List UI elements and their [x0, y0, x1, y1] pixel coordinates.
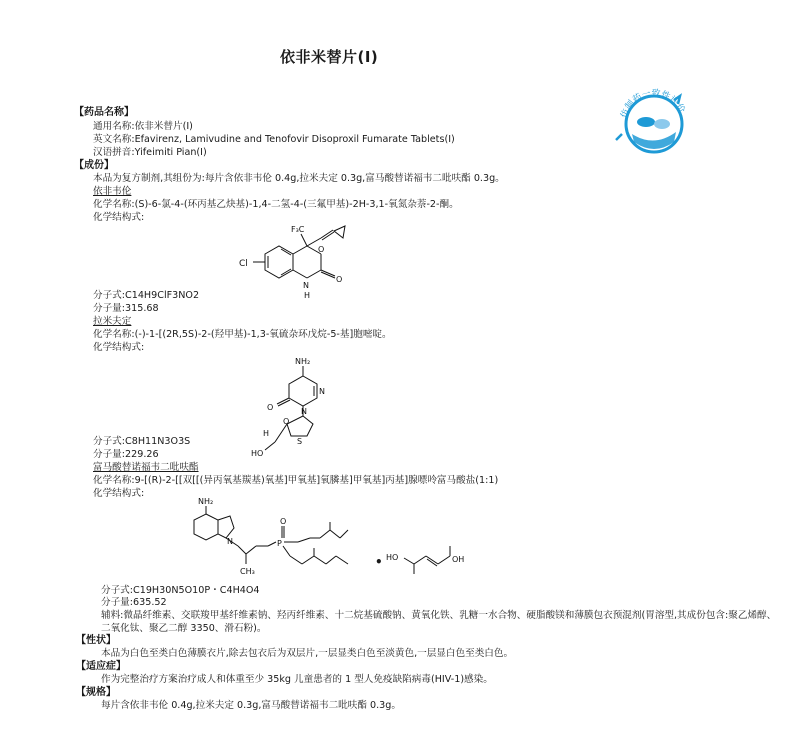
spec-text: 每片含依非韦伦 0.4g,拉米夫定 0.3g,富马酸替诺福韦二吡呋酯 0.3g。 [101, 700, 401, 711]
tdf-o-label: O [280, 517, 287, 526]
mw-label: 分子量: [93, 303, 126, 314]
pinyin-label: 汉语拼音: [93, 147, 135, 158]
lam-s-label: S [297, 437, 303, 446]
formula-lamivudine: C8H11N3O3S [125, 436, 191, 447]
component-name-lamivudine: 拉米夫定 [93, 316, 132, 327]
lam-o2-label: O [283, 417, 290, 426]
excipients-label: 辅料: [101, 610, 124, 621]
mw-row-lamivudine [93, 449, 159, 461]
lam-nh2-label: NH₂ [295, 357, 311, 366]
document-title: 依非米替片(Ⅰ) [280, 48, 379, 66]
chem-name-label: 化学名称: [93, 199, 135, 210]
tdf-nh2-label: NH₂ [198, 497, 214, 506]
mw-efavirenz: 315.68 [125, 303, 159, 314]
tdf-n-label: N [227, 537, 233, 546]
section-spec: 【规格】 [76, 687, 116, 698]
formula-label: 分子式: [93, 436, 126, 447]
efv-cl-label: Cl [239, 259, 248, 269]
fumaric-acid-structure [386, 536, 476, 576]
efv-n-label: N [303, 281, 309, 290]
lam-n1-label: N [319, 387, 325, 396]
tenofovir-structure [180, 494, 380, 584]
chem-name-row-efavirenz [93, 199, 459, 211]
formula-label: 分子式: [93, 290, 126, 301]
chem-name-row-tenofovir [93, 475, 498, 487]
mw-label: 分子量: [93, 449, 126, 460]
lam-oh-label: HO [251, 449, 264, 458]
pinyin-name: Yifeimiti Pian(Ⅰ) [134, 147, 207, 158]
salt-separator-dot: • [375, 555, 383, 569]
chem-struct-label: 化学结构式: [93, 342, 145, 353]
section-indication: 【适应症】 [76, 661, 126, 672]
chem-name-label: 化学名称: [93, 329, 135, 340]
generic-name: 依非米替片(Ⅰ) [134, 121, 193, 132]
formula-label: 分子式: [101, 585, 134, 596]
chem-struct-label: 化学结构式: [93, 212, 145, 223]
formula-efavirenz: C14H9ClF3NO2 [125, 290, 200, 301]
fum-oh-label: OH [452, 555, 465, 564]
mw-row-efavirenz [93, 303, 159, 315]
excipients-text: 微晶纤维素、交联羧甲基纤维素钠、羟丙纤维素、十二烷基硫酸钠、黄氧化铁、乳糖一水合物、硬脂酸镁和薄膜包衣预混剂(胃溶型,其成份包含:聚乙烯醇、二氧化钛、聚乙二醇 3350、滑石粉)。 [101, 610, 777, 634]
section-character: 【性状】 [76, 635, 116, 646]
component-name-tenofovir: 富马酸替诺福韦二吡呋酯 [93, 462, 199, 473]
efv-h-label: H [304, 291, 311, 300]
chem-name-label: 化学名称: [93, 475, 135, 486]
lam-n2-label: N [301, 407, 307, 416]
generic-name-label: 通用名称: [93, 121, 135, 132]
mw-lamivudine: 229.26 [125, 449, 159, 460]
section-drug-name: 【药品名称】 [74, 107, 134, 118]
mw-tenofovir: 635.52 [133, 597, 167, 608]
chem-name-lamivudine: (-)-1-[(2R,5S)-2-(羟甲基)-1,3-氧硫杂环戊烷-5-基]胞嘧啶。 [134, 329, 392, 340]
generic-name-row [93, 121, 193, 133]
lamivudine-structure [245, 352, 345, 462]
consistency-evaluation-logo [614, 82, 694, 166]
pinyin-row [93, 147, 207, 159]
efv-co-label: O [336, 275, 343, 284]
formula-row-tenofovir [101, 585, 260, 597]
formula-row-lamivudine [93, 436, 190, 448]
section-composition: 【成份】 [74, 160, 114, 171]
composition-intro: 本品为复方制剂,其组份为:每片含依非韦伦 0.4g,拉米夫定 0.3g,富马酸替诺福韦二吡呋酯 0.3g。 [93, 173, 505, 184]
tdf-p-label: P [277, 539, 282, 548]
indication-text: 作为完整治疗方案治疗成人和体重至少 35kg 儿童患者的 1 型人免疫缺陷病毒(HIV-1)感染。 [101, 674, 493, 685]
efavirenz-structure [235, 214, 355, 304]
efv-cf3-label: F₃C [291, 225, 305, 234]
badge-arc-text: 仿制药一致性评价 [619, 88, 687, 120]
mw-label: 分子量: [101, 597, 134, 608]
english-name: Efavirenz, Lamivudine and Tenofovir Disoproxil Fumarate Tablets(Ⅰ) [134, 134, 455, 145]
chem-name-row-lamivudine [93, 329, 392, 341]
english-name-label: 英文名称: [93, 134, 135, 145]
excipients [101, 609, 781, 635]
chem-struct-label: 化学结构式: [93, 488, 145, 499]
tdf-ch3-label: CH₃ [240, 567, 255, 576]
efv-o-label: O [318, 245, 325, 254]
formula-row-efavirenz [93, 290, 199, 302]
chem-name-efavirenz: (S)-6-氯-4-(环丙基乙炔基)-1,4-二氢-4-(三氟甲基)-2H-3,1-氧氮杂萘-2-酮。 [134, 199, 459, 210]
lam-h-label: H [263, 429, 270, 438]
lam-o-label: O [267, 403, 274, 412]
component-name-efavirenz: 依非韦伦 [93, 186, 132, 197]
mw-row-tenofovir [101, 597, 167, 609]
fum-ho-label: HO [386, 553, 399, 562]
english-name-row [93, 134, 455, 146]
chem-name-tenofovir: 9-[(R)-2-[[双[[(异丙氧基羰基)氧基]甲氧基]氧膦基]甲氧基]丙基]腺嘌呤富马酸盐(1:1) [134, 475, 499, 486]
formula-tenofovir: C19H30N5O10P・C4H4O4 [133, 585, 260, 596]
character-text: 本品为白色至类白色薄膜衣片,除去包衣后为双层片,一层显类白色至淡黄色,一层显白色至类白色。 [101, 648, 514, 659]
